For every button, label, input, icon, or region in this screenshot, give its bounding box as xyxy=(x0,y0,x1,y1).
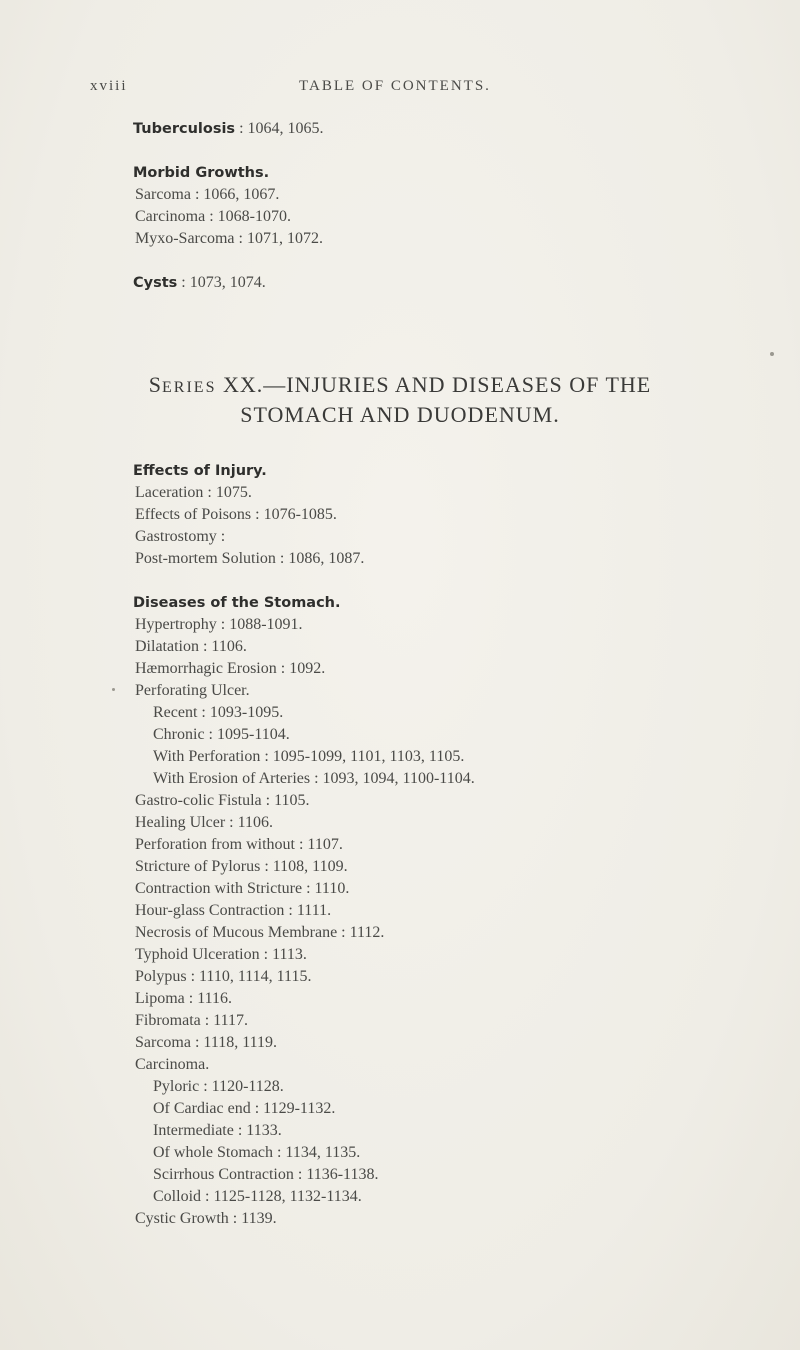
list-item: Cystic Growth : 1139. xyxy=(135,1210,277,1227)
list-item: Laceration : 1075. xyxy=(135,484,252,501)
list-item: Chronic : 1095-1104. xyxy=(153,726,290,743)
running-head xyxy=(90,78,700,102)
list-item: Sarcoma : 1118, 1119. xyxy=(135,1034,278,1051)
list-item: Gastro-colic Fistula : 1105. xyxy=(135,792,310,809)
paper-speck xyxy=(770,352,774,356)
series-prefix-small: ERIES xyxy=(162,379,217,396)
list-item: Fibromata : 1117. xyxy=(135,1012,249,1029)
series-title-line-2: STOMACH AND DUODENUM. xyxy=(240,402,560,427)
series-title-line-1 xyxy=(0,370,800,403)
list-item: Colloid : 1125-1128, 1132-1134. xyxy=(153,1188,362,1205)
list-item: Myxo-Sarcoma : 1071, 1072. xyxy=(135,230,323,247)
diseases-of-stomach-heading: Diseases of the Stomach. xyxy=(133,595,341,611)
cysts-entry: Cysts : 1073, 1074. xyxy=(133,274,266,291)
list-item: Typhoid Ulceration : 1113. xyxy=(135,946,307,963)
page-number: xviii xyxy=(90,78,128,94)
list-item: Carcinoma. xyxy=(135,1056,210,1073)
list-item: Perforation from without : 1107. xyxy=(135,836,343,853)
list-item: Post-mortem Solution : 1086, 1087. xyxy=(135,550,365,567)
list-item: Dilatation : 1106. xyxy=(135,638,247,655)
list-item: Pyloric : 1120-1128. xyxy=(153,1078,284,1095)
list-item: Scirrhous Contraction : 1136-1138. xyxy=(153,1166,379,1183)
list-item: Gastrostomy : xyxy=(135,528,226,545)
paper-speck xyxy=(112,688,115,691)
tuberculosis-heading: Tuberculosis xyxy=(133,121,236,137)
list-item: Healing Ulcer : 1106. xyxy=(135,814,274,831)
list-item: Hæmorrhagic Erosion : 1092. xyxy=(135,660,326,677)
list-item: Polypus : 1110, 1114, 1115. xyxy=(135,968,312,985)
running-title: TABLE OF CONTENTS. xyxy=(299,78,491,94)
morbid-growths-heading: Morbid Growths. xyxy=(133,165,270,181)
morbid-growths-section xyxy=(133,162,753,250)
list-item: With Perforation : 1095-1099, 1101, 1103, 1105. xyxy=(153,748,465,765)
diseases-of-stomach-section xyxy=(133,592,753,1230)
list-item: Of Cardiac end : 1129-1132. xyxy=(153,1100,336,1117)
list-item: Recent : 1093-1095. xyxy=(153,704,284,721)
effects-of-injury-heading: Effects of Injury. xyxy=(133,463,267,479)
effects-of-injury-section xyxy=(133,460,753,570)
cysts-refs: 1073, 1074. xyxy=(189,274,266,291)
diseases-list xyxy=(133,614,753,1230)
cysts-heading: Cysts xyxy=(133,275,178,291)
series-title-rest: XX.—INJURIES AND DISEASES OF THE xyxy=(216,372,652,397)
series-prefix-cap: S xyxy=(148,372,163,397)
list-item: Hypertrophy : 1088-1091. xyxy=(135,616,303,633)
list-item: With Erosion of Arteries : 1093, 1094, 1100-1104. xyxy=(153,770,475,787)
tuberculosis-entry: Tuberculosis : 1064, 1065. xyxy=(133,120,324,137)
list-item: Stricture of Pylorus : 1108, 1109. xyxy=(135,858,348,875)
list-item: Carcinoma : 1068-1070. xyxy=(135,208,291,225)
list-item: Perforating Ulcer. xyxy=(135,682,250,699)
list-item: Of whole Stomach : 1134, 1135. xyxy=(153,1144,361,1161)
list-item: Contraction with Stricture : 1110. xyxy=(135,880,350,897)
tuberculosis-refs: 1064, 1065. xyxy=(247,120,324,137)
list-item: Sarcoma : 1066, 1067. xyxy=(135,186,280,203)
list-item: Lipoma : 1116. xyxy=(135,990,233,1007)
list-item: Necrosis of Mucous Membrane : 1112. xyxy=(135,924,385,941)
list-item: Intermediate : 1133. xyxy=(153,1122,282,1139)
list-item: Hour-glass Contraction : 1111. xyxy=(135,902,332,919)
list-item: Effects of Poisons : 1076-1085. xyxy=(135,506,337,523)
